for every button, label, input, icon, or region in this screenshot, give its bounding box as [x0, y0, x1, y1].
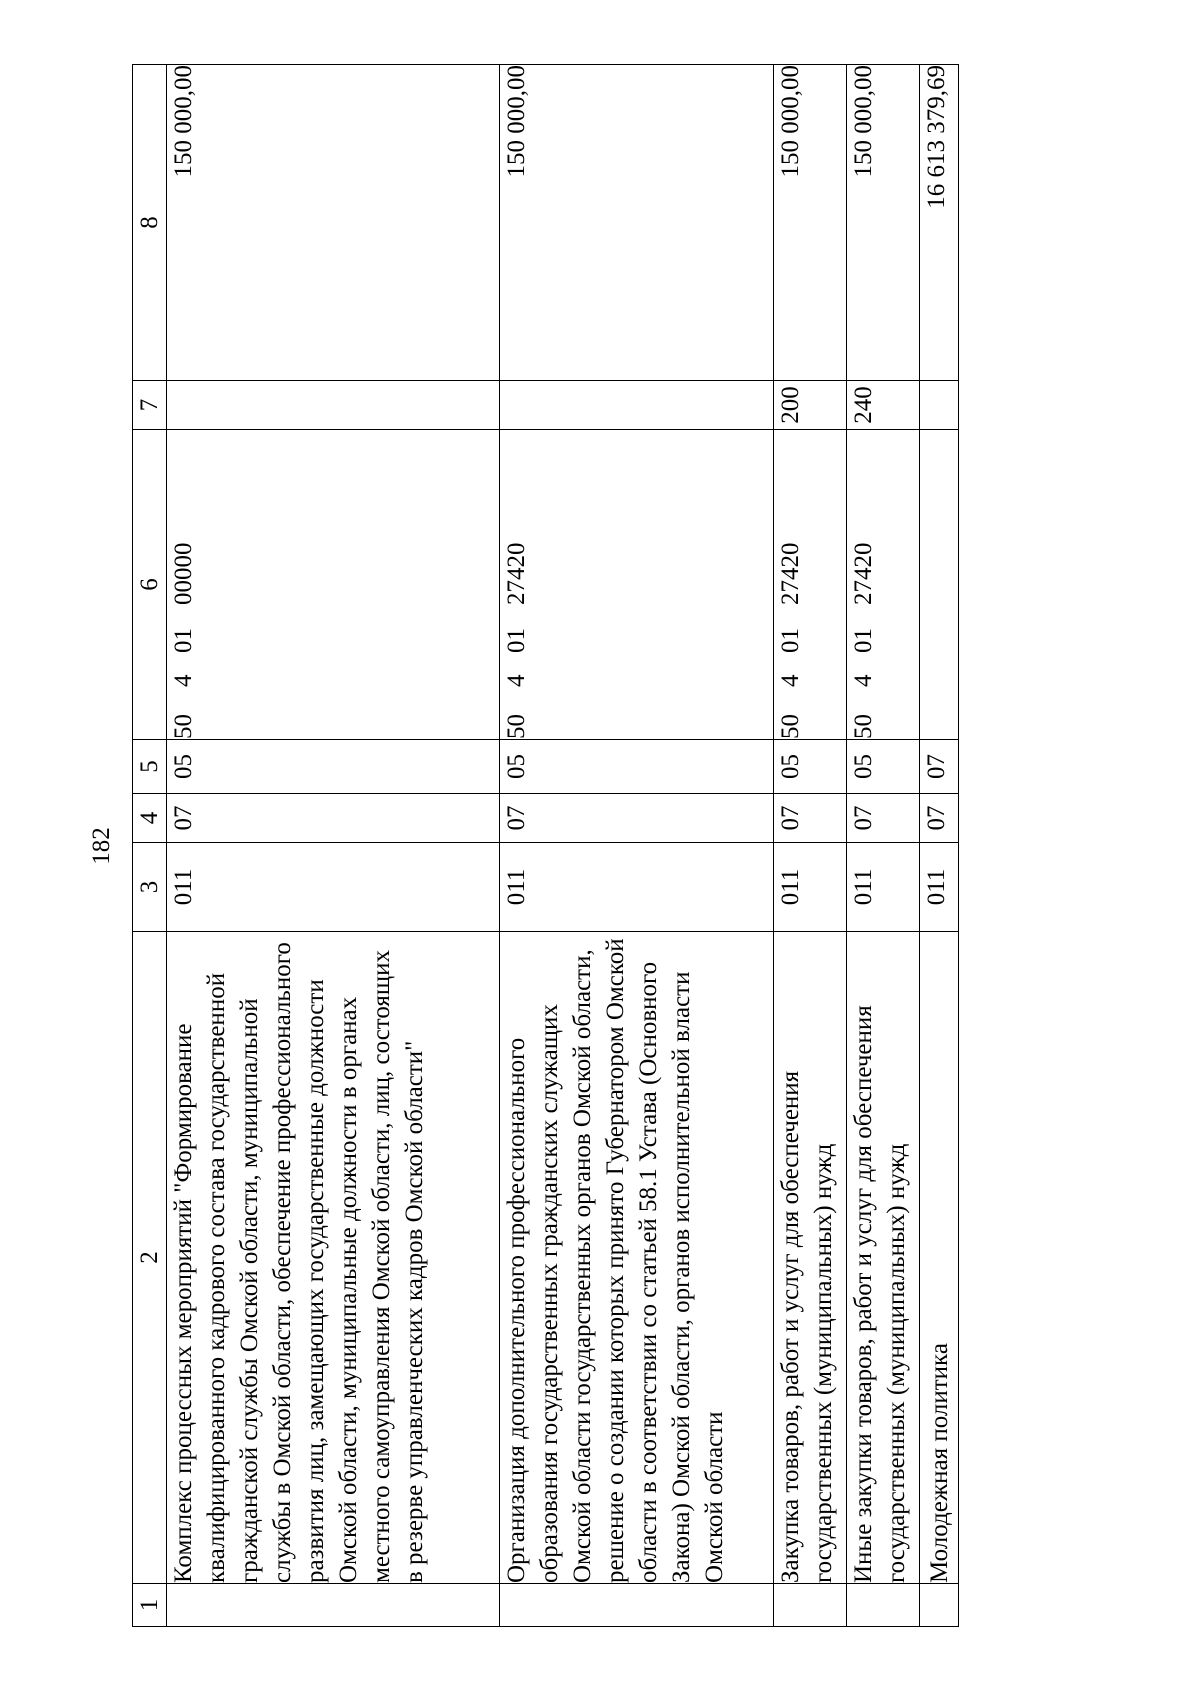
expense-name-cell: Организация дополнительного профессионального образования государственных гражданских служащих Омской области государственных органов Омской области, решение о создании которых принято Губернатором Омской области в соответствии со статьей 58.1 Устава (Основного Закона) Омской области, органов исполнительной власти Омской области — [500, 932, 774, 1584]
section-code-cell: 07 — [847, 794, 920, 843]
row-index-cell — [500, 1584, 774, 1627]
target-article-part: 50 — [503, 714, 530, 739]
expense-type-cell — [167, 381, 500, 430]
amount-cell: 150 000,00 — [500, 65, 774, 381]
target-article-cell — [847, 430, 920, 740]
ministry-code-cell: 011 — [847, 843, 920, 932]
section-code-cell: 07 — [774, 794, 847, 843]
target-article-part: 50 — [850, 714, 877, 739]
column-number: 8 — [133, 65, 167, 381]
target-article-part: 50 — [777, 714, 804, 739]
table-row — [774, 65, 847, 1627]
row-index-cell — [920, 1584, 959, 1627]
column-number: 2 — [133, 932, 167, 1584]
subsection-code-cell: 07 — [920, 740, 959, 794]
table-row — [847, 65, 920, 1627]
expense-name-cell: Комплекс процессных мероприятий "Формирование квалифицированного кадрового состава государственной гражданской службы Омской области, муниципальной службы в Омской области, обеспечение профессионального развития лиц, замещающих государственные должности Омской области, муниципальные должности в органах местного самоуправления Омской области, лиц, состоящих в резерве управленческих кадров Омской области" — [167, 932, 500, 1584]
amount-cell: 150 000,00 — [847, 65, 920, 381]
ministry-code-cell: 011 — [167, 843, 500, 932]
target-article-part: 00000 — [170, 542, 197, 605]
target-article-part: 01 — [503, 628, 530, 653]
target-article-cell — [500, 430, 774, 740]
ministry-code-cell: 011 — [500, 843, 774, 932]
section-code-cell: 07 — [167, 794, 500, 843]
target-article-cell — [774, 430, 847, 740]
subsection-code-cell: 05 — [500, 740, 774, 794]
row-index-cell — [847, 1584, 920, 1627]
budget-table — [132, 64, 959, 1627]
target-article-part: 27420 — [503, 542, 530, 605]
target-article-part: 4 — [850, 674, 877, 687]
table-row — [500, 65, 774, 1627]
target-article-part: 01 — [777, 628, 804, 653]
target-article-part: 4 — [170, 674, 197, 687]
ministry-code-cell: 011 — [920, 843, 959, 932]
target-article-cell — [167, 430, 500, 740]
budget-table-rotated — [132, 65, 1042, 1627]
page-number: 182 — [87, 827, 115, 865]
target-article-part: 27420 — [850, 542, 877, 605]
column-number: 3 — [133, 843, 167, 932]
expense-type-cell — [920, 381, 959, 430]
column-number-row — [133, 65, 167, 1627]
table-row — [167, 65, 500, 1627]
column-number: 4 — [133, 794, 167, 843]
target-article-part: 01 — [170, 628, 197, 653]
expense-name-cell: Молодежная политика — [920, 932, 959, 1584]
amount-cell: 16 613 379,69 — [920, 65, 959, 381]
target-article-part: 01 — [850, 628, 877, 653]
target-article-part: 4 — [503, 674, 530, 687]
column-number: 6 — [133, 430, 167, 740]
target-article-cell — [920, 430, 959, 740]
subsection-code-cell: 05 — [167, 740, 500, 794]
expense-type-cell: 240 — [847, 381, 920, 430]
column-number: 7 — [133, 381, 167, 430]
column-number: 1 — [133, 1584, 167, 1627]
expense-name-cell: Иные закупки товаров, работ и услуг для обеспечения государственных (муниципальных) нужд — [847, 932, 920, 1584]
column-number: 5 — [133, 740, 167, 794]
subsection-code-cell: 05 — [774, 740, 847, 794]
expense-type-cell: 200 — [774, 381, 847, 430]
table-row — [920, 65, 959, 1627]
amount-cell: 150 000,00 — [774, 65, 847, 381]
target-article-part: 4 — [777, 674, 804, 687]
target-article-part: 50 — [170, 714, 197, 739]
section-code-cell: 07 — [500, 794, 774, 843]
ministry-code-cell: 011 — [774, 843, 847, 932]
amount-cell: 150 000,00 — [167, 65, 500, 381]
section-code-cell: 07 — [920, 794, 959, 843]
row-index-cell — [774, 1584, 847, 1627]
row-index-cell — [167, 1584, 500, 1627]
expense-name-cell: Закупка товаров, работ и услуг для обеспечения государственных (муниципальных) нужд — [774, 932, 847, 1584]
subsection-code-cell: 05 — [847, 740, 920, 794]
expense-type-cell — [500, 381, 774, 430]
target-article-part: 27420 — [777, 542, 804, 605]
